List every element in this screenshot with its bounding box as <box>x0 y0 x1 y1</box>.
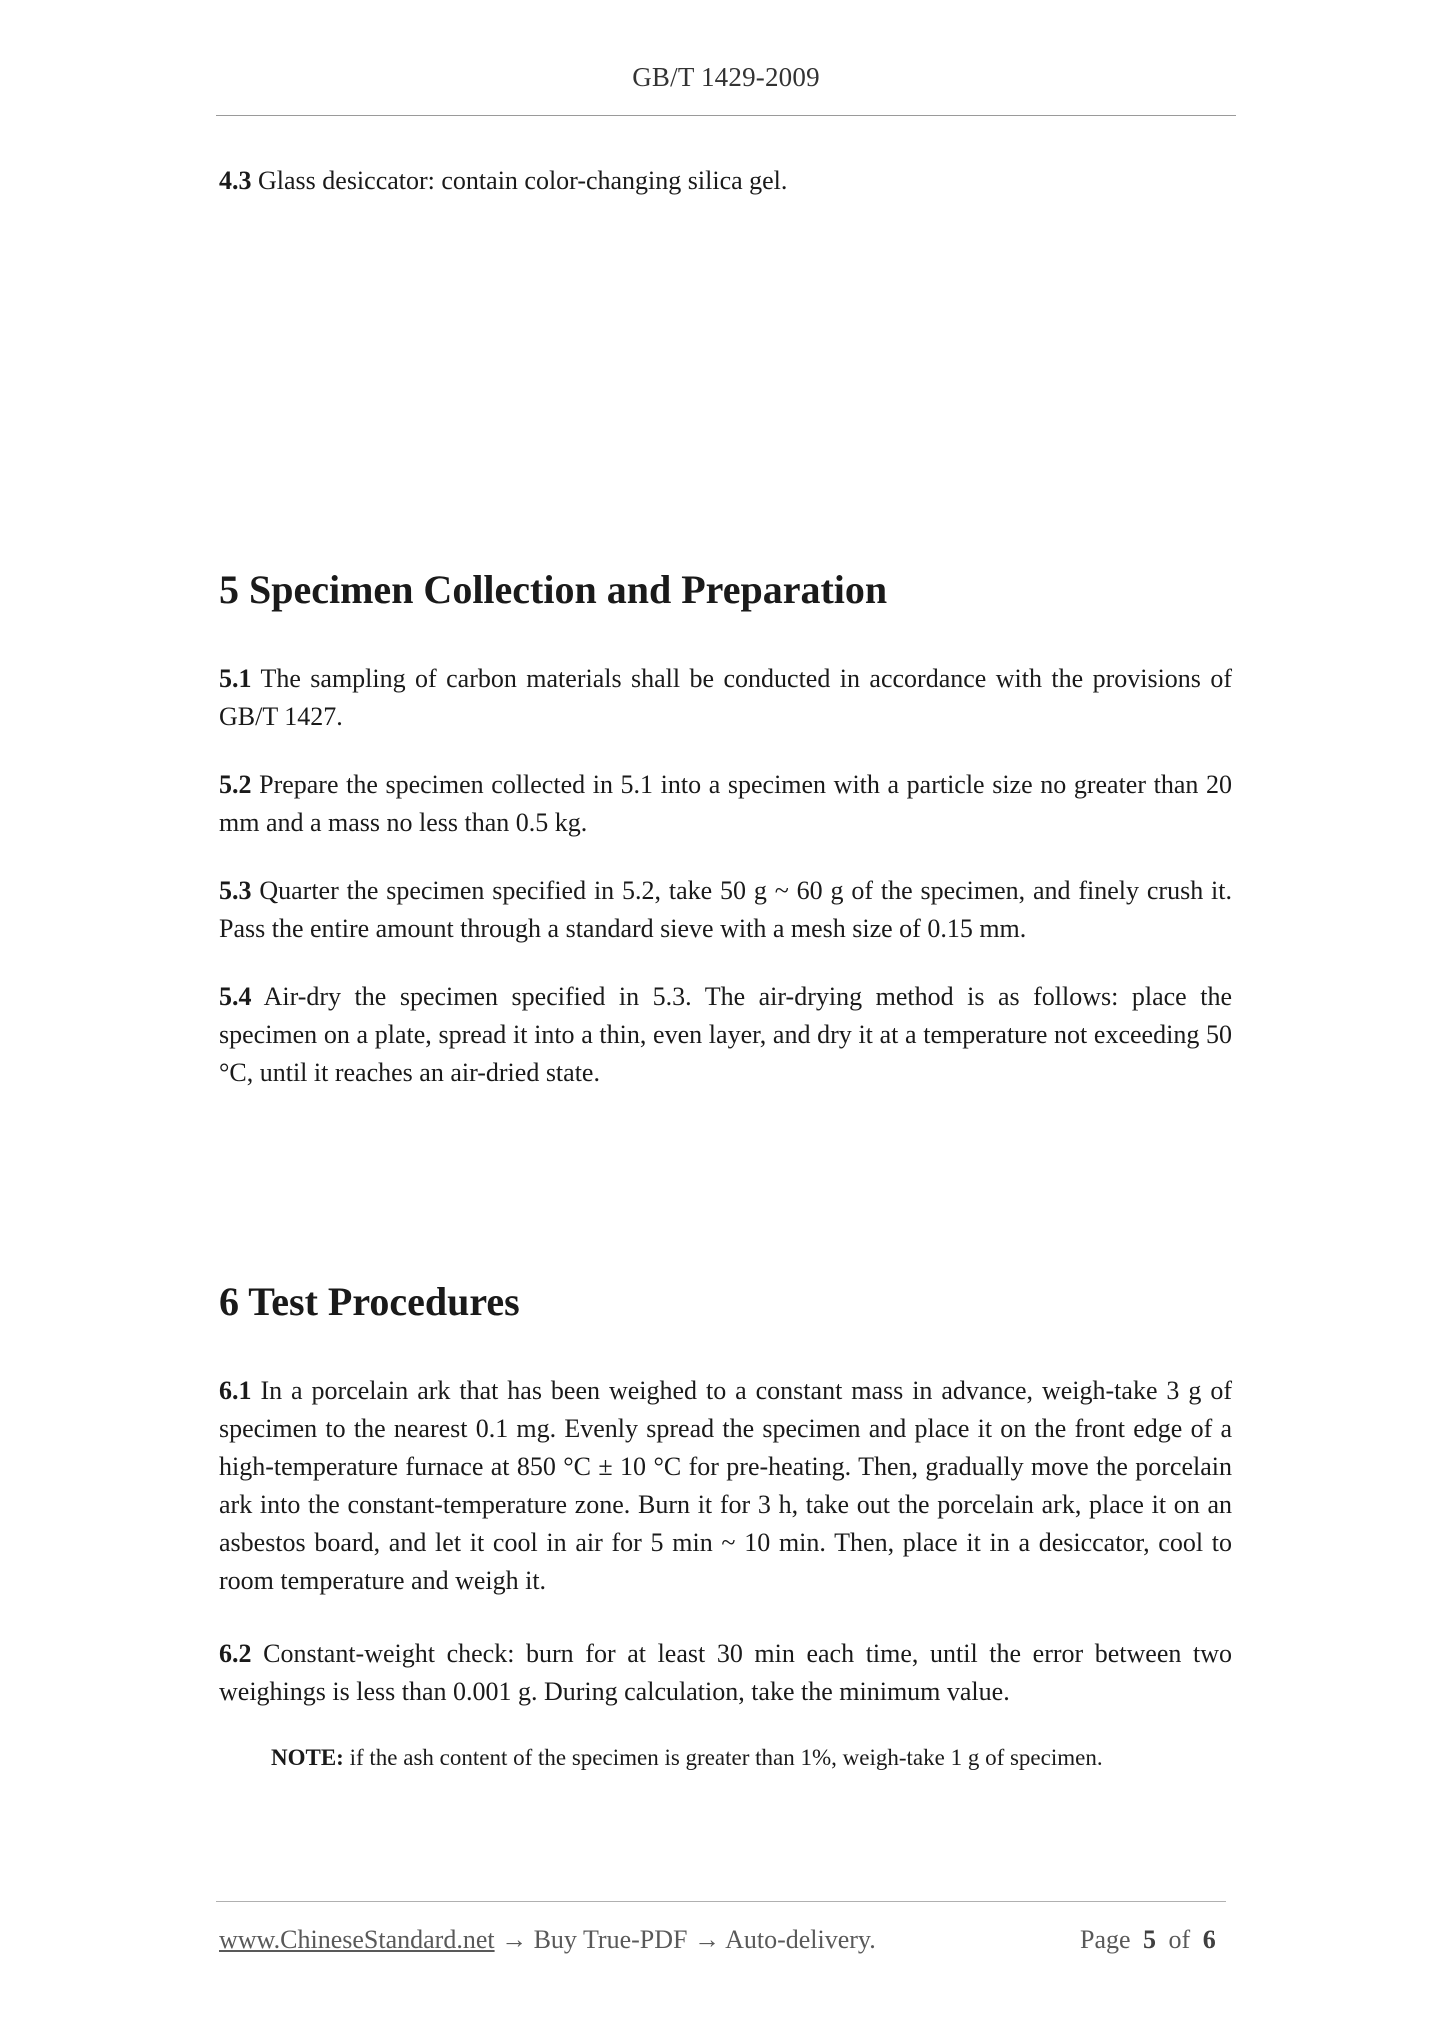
clause-text: Air-dry the specimen specified in 5.3. The air-drying method is as follows: place the specimen on a plate, spread it into a thin, even layer, and dry it at a temperature not exceeding 50 °C, until it reaches an air-dried state. <box>219 982 1232 1087</box>
clause-text: Glass desiccator: contain color-changing silica gel. <box>251 166 788 195</box>
page-number <box>1080 1925 1216 1955</box>
clause-number: 4.3 <box>219 166 252 195</box>
arrow-right-icon: → <box>501 1925 528 1954</box>
header-divider <box>216 115 1236 116</box>
site-link[interactable]: www.ChineseStandard.net <box>219 1925 495 1954</box>
clause-number: 6.1 <box>219 1376 252 1405</box>
clause-6-2 <box>219 1635 1232 1711</box>
note-label: NOTE: <box>271 1745 344 1770</box>
section-5-heading: 5 Specimen Collection and Preparation <box>219 567 888 612</box>
clause-number: 5.2 <box>219 770 252 799</box>
clause-number: 5.3 <box>219 876 252 905</box>
page-label: Page <box>1080 1925 1131 1954</box>
auto-delivery-text: Auto-delivery. <box>725 1925 876 1954</box>
running-header: GB/T 1429-2009 <box>632 62 820 92</box>
clause-5-3 <box>219 872 1232 948</box>
clause-5-2 <box>219 766 1232 842</box>
note-text: if the ash content of the specimen is greater than 1%, weigh-take 1 g of specimen. <box>343 1745 1103 1770</box>
clause-number: 6.2 <box>219 1639 252 1668</box>
note <box>271 1741 1231 1775</box>
clause-6-1 <box>219 1372 1232 1600</box>
page-of: of <box>1168 1925 1191 1954</box>
clause-text: In a porcelain ark that has been weighed to a constant mass in advance, weigh-take 3 g of specimen to the nearest 0.1 mg. Evenly spread the specimen and place it on the front edge of a high-temperature furnace at 850 °C ± 10 °C for pre-heating. Then, gradually move the porcelain ark into the constant-temperature zone. Burn it for 3 h, take out the porcelain ark, place it on an asbestos board, and let it cool in air for 5 min ~ 10 min. Then, place it in a desiccator, cool to room temperature and weigh it. <box>219 1376 1232 1595</box>
section-6-heading: 6 Test Procedures <box>219 1279 520 1324</box>
footer-links <box>219 1925 876 1955</box>
clause-4-3 <box>219 162 1232 200</box>
page-total: 6 <box>1202 1925 1216 1954</box>
clause-text: The sampling of carbon materials shall be conducted in accordance with the provisions of GB/T 1427. <box>219 664 1232 731</box>
clause-text: Prepare the specimen collected in 5.1 into a specimen with a particle size no greater than 20 mm and a mass no less than 0.5 kg. <box>219 770 1232 837</box>
clause-number: 5.4 <box>219 982 252 1011</box>
clause-5-4 <box>219 978 1232 1092</box>
buy-true-pdf-text: Buy True-PDF <box>533 1925 688 1954</box>
clause-text: Constant-weight check: burn for at least 30 min each time, until the error between two weighings is less than 0.001 g. During calculation, take the minimum value. <box>219 1639 1232 1706</box>
page-current: 5 <box>1143 1925 1157 1954</box>
footer-divider <box>216 1901 1226 1902</box>
clause-text: Quarter the specimen specified in 5.2, take 50 g ~ 60 g of the specimen, and finely crush it. Pass the entire amount through a standard sieve with a mesh size of 0.15 mm. <box>219 876 1232 943</box>
arrow-right-icon: → <box>694 1925 720 1954</box>
clause-5-1 <box>219 660 1232 736</box>
clause-number: 5.1 <box>219 664 252 693</box>
